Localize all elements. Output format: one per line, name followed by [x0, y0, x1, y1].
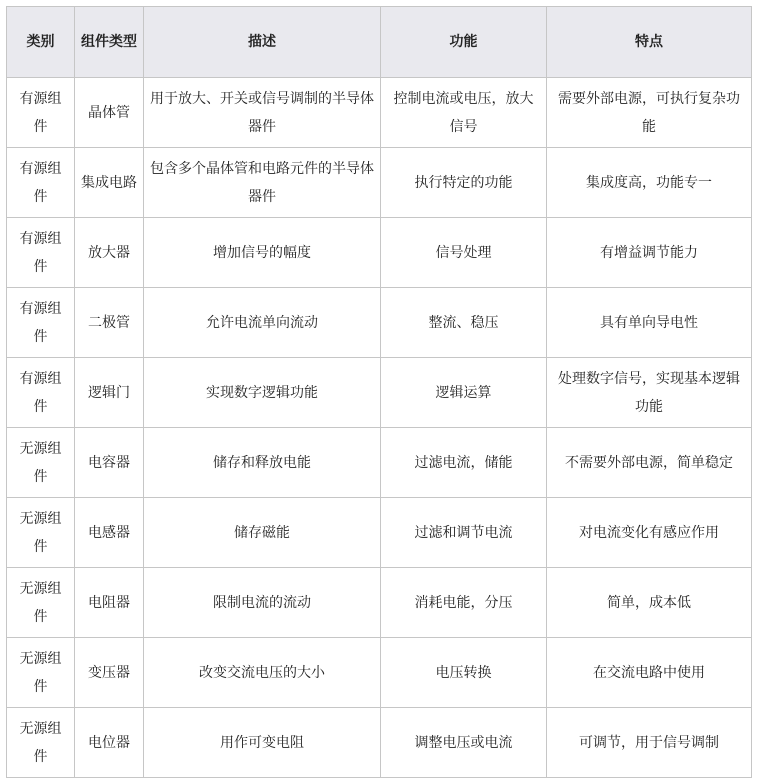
- table-row: [7, 218, 752, 288]
- cell-description: 用于放大、开关或信号调制的半导体器件: [144, 78, 381, 148]
- cell-features: 需要外部电源，可执行复杂功能: [547, 78, 752, 148]
- cell-description: 储存和释放电能: [144, 428, 381, 498]
- header-row: [7, 7, 752, 78]
- cell-description: 实现数字逻辑功能: [144, 358, 381, 428]
- table-row: [7, 358, 752, 428]
- cell-function: 过滤和调节电流: [381, 498, 547, 568]
- cell-component-type: 变压器: [75, 638, 144, 708]
- cell-features: 在交流电路中使用: [547, 638, 752, 708]
- cell-description: 限制电流的流动: [144, 568, 381, 638]
- cell-category: 有源组件: [7, 148, 75, 218]
- table-row: [7, 638, 752, 708]
- header-function: 功能: [381, 7, 547, 78]
- cell-component-type: 电感器: [75, 498, 144, 568]
- table-row: [7, 708, 752, 778]
- cell-component-type: 放大器: [75, 218, 144, 288]
- cell-component-type: 电位器: [75, 708, 144, 778]
- table-body: [7, 78, 752, 778]
- cell-features: 集成度高，功能专一: [547, 148, 752, 218]
- cell-description: 包含多个晶体管和电路元件的半导体器件: [144, 148, 381, 218]
- cell-function: 控制电流或电压，放大信号: [381, 78, 547, 148]
- table-row: [7, 78, 752, 148]
- cell-component-type: 集成电路: [75, 148, 144, 218]
- cell-category: 无源组件: [7, 428, 75, 498]
- table-row: [7, 148, 752, 218]
- cell-function: 整流、稳压: [381, 288, 547, 358]
- table-row: [7, 498, 752, 568]
- cell-function: 调整电压或电流: [381, 708, 547, 778]
- header-component-type: 组件类型: [75, 7, 144, 78]
- cell-component-type: 逻辑门: [75, 358, 144, 428]
- header-features: 特点: [547, 7, 752, 78]
- table-row: [7, 568, 752, 638]
- cell-component-type: 晶体管: [75, 78, 144, 148]
- cell-category: 无源组件: [7, 568, 75, 638]
- header-description: 描述: [144, 7, 381, 78]
- cell-function: 电压转换: [381, 638, 547, 708]
- cell-function: 执行特定的功能: [381, 148, 547, 218]
- cell-category: 有源组件: [7, 78, 75, 148]
- cell-features: 处理数字信号，实现基本逻辑功能: [547, 358, 752, 428]
- cell-description: 用作可变电阻: [144, 708, 381, 778]
- cell-component-type: 二极管: [75, 288, 144, 358]
- cell-features: 不需要外部电源，简单稳定: [547, 428, 752, 498]
- cell-features: 简单，成本低: [547, 568, 752, 638]
- table-row: [7, 428, 752, 498]
- cell-description: 储存磁能: [144, 498, 381, 568]
- table-header: [7, 7, 752, 78]
- cell-function: 消耗电能，分压: [381, 568, 547, 638]
- table-row: [7, 288, 752, 358]
- cell-category: 无源组件: [7, 638, 75, 708]
- cell-category: 无源组件: [7, 498, 75, 568]
- cell-function: 信号处理: [381, 218, 547, 288]
- cell-features: 具有单向导电性: [547, 288, 752, 358]
- cell-features: 有增益调节能力: [547, 218, 752, 288]
- cell-component-type: 电容器: [75, 428, 144, 498]
- header-category: 类别: [7, 7, 75, 78]
- cell-category: 有源组件: [7, 358, 75, 428]
- cell-function: 过滤电流，储能: [381, 428, 547, 498]
- cell-features: 对电流变化有感应作用: [547, 498, 752, 568]
- cell-features: 可调节，用于信号调制: [547, 708, 752, 778]
- cell-description: 增加信号的幅度: [144, 218, 381, 288]
- cell-component-type: 电阻器: [75, 568, 144, 638]
- cell-function: 逻辑运算: [381, 358, 547, 428]
- cell-category: 有源组件: [7, 218, 75, 288]
- cell-category: 有源组件: [7, 288, 75, 358]
- cell-description: 改变交流电压的大小: [144, 638, 381, 708]
- component-table: [6, 6, 752, 778]
- cell-category: 无源组件: [7, 708, 75, 778]
- cell-description: 允许电流单向流动: [144, 288, 381, 358]
